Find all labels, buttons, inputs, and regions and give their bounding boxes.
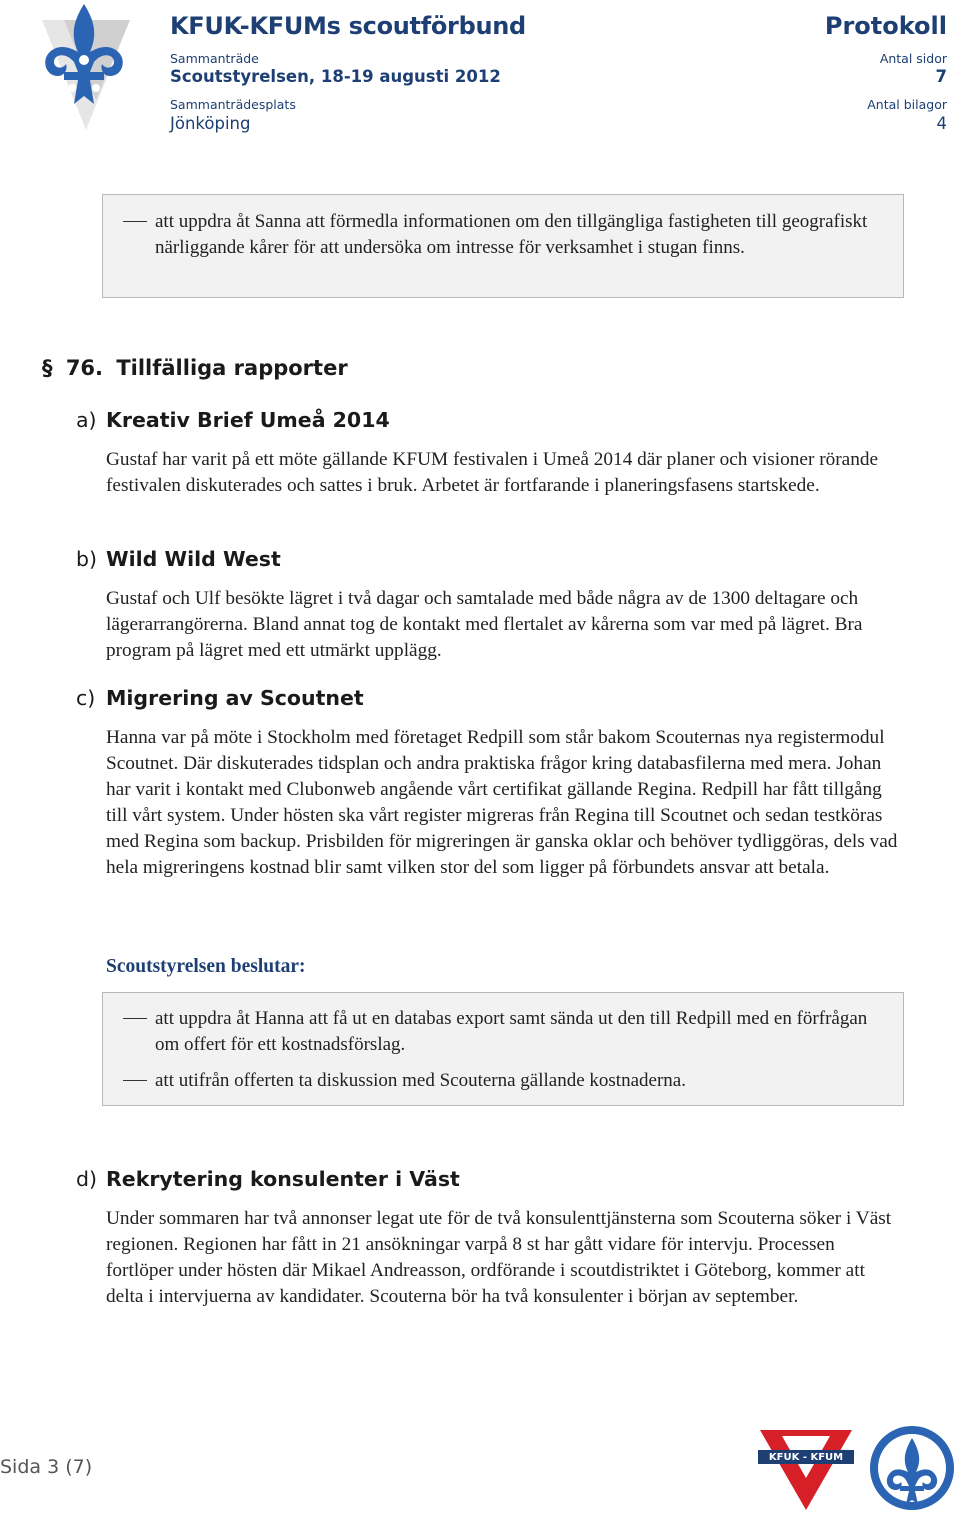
paragraph-a: Gustaf har varit på ett möte gällande KFUM festivalen i Umeå 2014 där planer och visioner rörande festivalen diskuterades och sattes i bruk. Arbetet är fortfarande i planeringsfasens startskede.: [106, 449, 879, 496]
section-title: Tillfälliga rapporter: [116, 356, 348, 380]
section-heading: [42, 356, 348, 380]
meeting-label: Sammanträde: [170, 51, 259, 66]
pages-label: Antal sidor: [879, 51, 947, 66]
subheading-b: [76, 547, 281, 571]
dash-bullet: [123, 221, 147, 222]
decision-item: [123, 209, 885, 289]
kfuk-kfum-badge-text: KFUK - KFUM: [768, 1452, 844, 1463]
decision-item-text: att utifrån offerten ta diskussion med Scouterna gällande kostnaderna.: [155, 1070, 686, 1091]
decision-item: [123, 1006, 885, 1060]
decision-box-2: [102, 992, 904, 1106]
document-type: Protokoll: [824, 12, 947, 40]
scout-logo: [868, 1424, 956, 1512]
section-symbol: §: [42, 356, 53, 380]
subheading-c: [76, 686, 364, 710]
attachments-label: Antal bilagor: [867, 97, 947, 112]
subheading-label: b): [76, 547, 98, 571]
org-title: KFUK-KFUMs scoutförbund: [170, 12, 526, 40]
decision-item: [123, 1068, 885, 1096]
decision-item-text: att uppdra åt Sanna att förmedla informationen om den tillgängliga fastigheten till geografiskt närliggande kårer för att undersöka om intresse för verksamhet i stugan finns.: [155, 211, 868, 258]
subheading-title: Rekrytering konsulenter i Väst: [106, 1167, 460, 1191]
decision-heading: Scoutstyrelsen beslutar:: [106, 956, 306, 977]
fleur-de-lis-icon: [34, 0, 134, 134]
attachments-value: 4: [936, 114, 947, 133]
dash-bullet: [123, 1080, 147, 1081]
section-number: 76.: [65, 356, 104, 380]
decision-item-text: att uppdra åt Hanna att få ut en databas export samt sända ut den till Redpill med en förfrågan om offert för ett kostnadsförslag.: [155, 1008, 868, 1055]
subheading-label: a): [76, 408, 97, 432]
subheading-label: c): [76, 686, 96, 710]
pages-value: 7: [935, 67, 947, 86]
paragraph-c: Hanna var på möte i Stockholm med företaget Redpill som står bakom Scouternas nya registermodul Scoutnet. Där diskuterades tidsplan och andra praktiska frågor kring databasfilerna med mera. Johan har varit i kontakt med Clubonweb angående vårt certifikat gällande Regina. Redpill har fått tillgång till vårt system. Under hösten ska vårt register migreras från Regina till Scoutnet och sedan testköras med Regina som backup. Prisbilden för migreringen är ganska oklar och behöver tydliggöras, dels vad hela migreringens kostnad blir samt vilken stor del som ligger på förbundets ansvar att betala.: [106, 727, 898, 878]
paragraph-d: Under sommaren har två annonser legat ute för de två konsulenttjänsterna som Scouterna söker i Väst regionen. Regionen har fått in 21 ansökningar varpå 8 st har gått vidare för intervju. Processen fortlöper under hösten där Mikael Andreasson, ordförande i scoutdistriktet i Göteborg, kommer att delta i intervjuerna av kandidater. Scouterna bör ha två konsulenter i början av september.: [106, 1208, 892, 1307]
meeting-value: Scoutstyrelsen, 18-19 augusti 2012: [170, 67, 501, 86]
page-number: Sida 3 (7): [0, 1456, 93, 1478]
decision-box-1: [102, 194, 904, 298]
dash-bullet: [123, 1018, 147, 1019]
place-value: Jönköping: [170, 114, 251, 133]
header-logo: [34, 0, 134, 134]
paragraph-b: Gustaf och Ulf besökte lägret i två dagar och samtalade med både några av de 1300 deltagare och lägerarrangörerna. Bland annat tog de kontakt med flertalet av kårerna som var med på lägret. Bra program på lägret med ett utmärkt upplägg.: [106, 588, 863, 661]
subheading-title: Migrering av Scoutnet: [106, 686, 364, 710]
subheading-title: Wild Wild West: [106, 547, 281, 571]
subheading-title: Kreativ Brief Umeå 2014: [106, 408, 390, 432]
kfuk-kfum-triangle-icon: [756, 1428, 856, 1512]
kfuk-kfum-logo: [756, 1428, 856, 1512]
subheading-a: [76, 408, 390, 432]
place-label: Sammanträdesplats: [170, 97, 296, 112]
scout-fleur-de-lis-icon: [868, 1424, 956, 1512]
subheading-label: d): [76, 1167, 98, 1191]
subheading-d: [76, 1167, 460, 1191]
